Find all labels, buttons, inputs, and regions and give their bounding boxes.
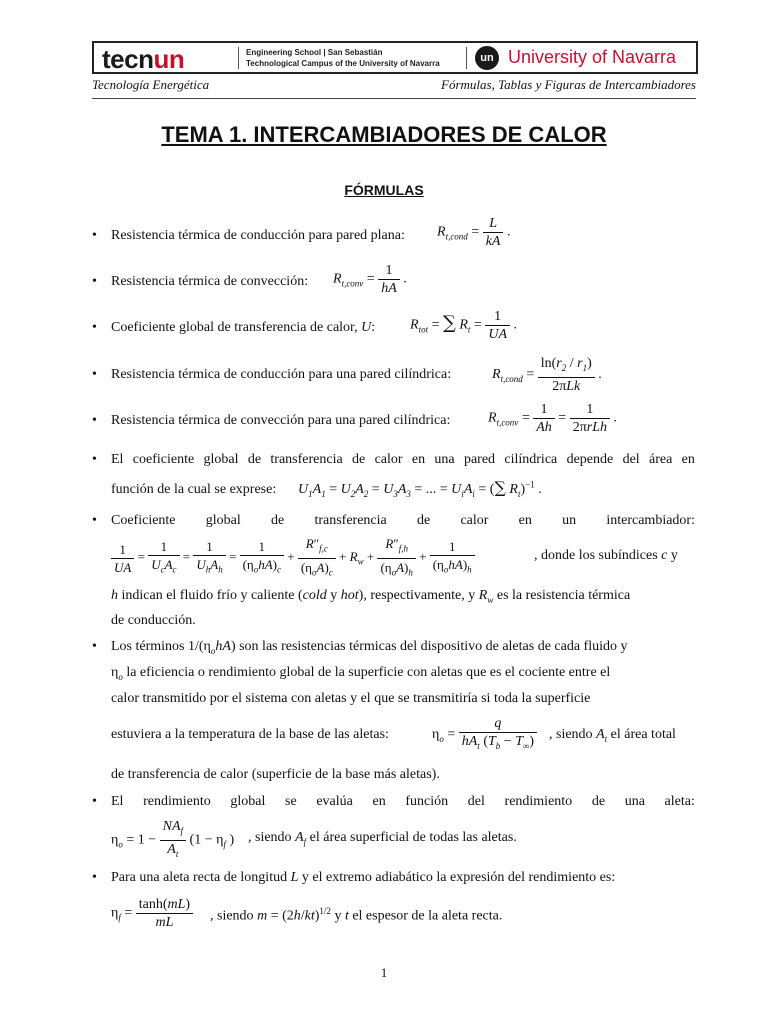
divider — [238, 47, 239, 69]
bullet: • — [92, 274, 97, 289]
bullet: • — [92, 870, 97, 885]
formula-r-tot: $R_{tot}$ = ∑ $R_t$ = $\frac{1}{UA}$ . — [410, 309, 517, 342]
formula-ua-cyl: $U_1A_1 = U_2A_2 = U_3A_3$ = ... = $U_iA_i$ = (∑ $R_t)^{-1}$ . — [298, 478, 542, 499]
item-text: , donde los subíndices c y — [534, 548, 678, 563]
bullet: • — [92, 639, 97, 654]
header-rule — [92, 98, 696, 99]
item-text: estuviera a la temperatura de la base de las aletas: — [111, 727, 389, 742]
section-title: FÓRMULAS — [344, 182, 424, 198]
divider — [466, 47, 467, 69]
bullet: • — [92, 228, 97, 243]
bullet: • — [92, 413, 97, 428]
item-text: Resistencia térmica de conducción para una pared cilíndrica: — [111, 367, 452, 382]
item-text: h indican el fluido frío y caliente (cold y hot), respectivamente, y $R_w$ es la resistencia térmica — [111, 588, 631, 605]
item-text: de transferencia de calor (superficie de la base más aletas). — [111, 767, 440, 782]
item-text: función de la cual se exprese: — [111, 482, 277, 497]
item-text: Coeficiente global de transferencia de calor, U: — [111, 320, 376, 335]
bullet: • — [92, 452, 97, 467]
formula-r-cond-cyl: $R_{t,cond}$ = $\frac{\ln(r_2 / r_1)}{\text{2πLk}}$ . — [492, 356, 602, 394]
item-text-justified: Coeficiente global de transferencia de calor en un intercambiador: — [111, 513, 695, 528]
school-name: Engineering School | San Sebastián Technological Campus of the University of Navarra — [246, 48, 440, 68]
item-text: $\eta_o$ la eficiencia o rendimiento global de la superficie con aletas que es el cociente entre el — [111, 665, 611, 682]
item-text-justified: El coeficiente global de transferencia de calor en una pared cilíndrica depende del área en — [111, 452, 695, 467]
letterhead — [92, 41, 698, 74]
bullet: • — [92, 513, 97, 528]
page-title: TEMA 1. INTERCAMBIADORES DE CALOR — [161, 122, 607, 147]
item-text: Para una aleta recta de longitud L y el extremo adiabático la expresión del rendimiento es: — [111, 870, 616, 885]
page-number: 1 — [380, 965, 388, 980]
item-text: calor transmitido por el sistema con aletas y el que se transmitiría si toda la superficie — [111, 691, 591, 706]
formula-eta-o: $\eta_o$ = $\frac{q}{hA_t (T_b - T_\infty)}$ — [432, 715, 537, 755]
item-text: , siendo $A_f$ el área superficial de todas las aletas. — [248, 830, 517, 847]
university-name: University of Navarra — [508, 47, 677, 67]
tecnun-logo: tecnun — [102, 44, 185, 74]
item-text: de conducción. — [111, 613, 196, 628]
header-right: Fórmulas, Tablas y Figuras de Intercambiadores — [441, 77, 696, 92]
item-text: Resistencia térmica de convección: — [111, 274, 309, 289]
item-text: Resistencia térmica de conducción para pared plana: — [111, 228, 405, 243]
item-text: , siendo $m = (2h/kt)^{1/2}$ y t el espesor de la aleta recta. — [210, 906, 503, 924]
formula-r-conv-cyl: $R_{t,conv}$ = $\frac{1}{Ah}$ = $\frac{1}{\text{2πrLh}}$ . — [488, 402, 617, 435]
header-left: Tecnología Energética — [92, 77, 210, 92]
formula-ua-exchanger: $\frac{1}{UA}$ = $\frac{1}{U_cA_c}$ = $\frac{1}{U_hA_h}$ = $\frac{1}{(\eta_ohA)_c}$ + $\frac{R''_{f,c}}{(\eta_oA)_c}$ + $R_w$ + $\frac{R''_{f,h}}{(\eta_oA)_h}$ + $\frac{1}{(\eta_ohA)_h}$ — [111, 535, 475, 581]
formula-r-conv: $R_{t,conv}$ = $\frac{1}{hA}$ . — [333, 263, 407, 296]
bullet: • — [92, 367, 97, 382]
un-logo-badge: un — [475, 46, 499, 70]
item-text: Resistencia térmica de convección para una pared cilíndrica: — [111, 413, 451, 428]
formula-r-cond-plane: $R_{t,cond}$ = $\frac{L}{kA}$ . — [437, 216, 511, 249]
formula-eta-fin: $\eta_f$ = $\frac{\tanh(mL)}{mL}$ — [111, 896, 193, 931]
bullet: • — [92, 320, 97, 335]
item-text: , siendo $A_t$ el área total — [549, 727, 676, 744]
item-text: Los términos $1/(\eta_ohA)$ son las resistencias térmicas del dispositivo de aletas de cada fluido y — [111, 639, 628, 656]
formula-eta-global: $\eta_o = 1$ − $\frac{NA_f}{A_t}$ ($1 - \eta_f$ ) — [111, 819, 235, 859]
item-text-justified: El rendimiento global se evalúa en función del rendimiento de una aleta: — [111, 794, 695, 809]
bullet: • — [92, 794, 97, 809]
